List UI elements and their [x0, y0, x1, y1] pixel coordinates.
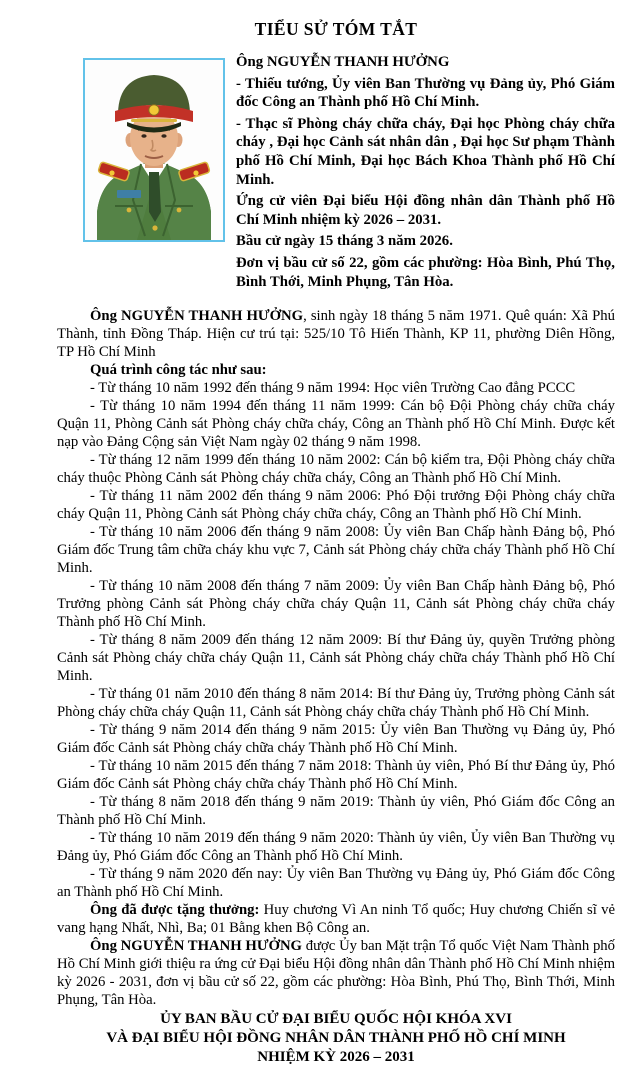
candidacy-statement: Ứng cử viên Đại biểu Hội đồng nhân dân Thành phố Hồ Chí Minh nhiệm kỳ 2026 – 2031.	[236, 193, 615, 228]
authority-line-3: NHIỆM KỲ 2026 – 2031	[257, 1049, 415, 1066]
awards-rest: Huy chương Vì An ninh Tổ quốc; Huy chương Chiến sĩ vẻ vang hạng Nhất, Nhì, Ba; 01 Bằng khen Bộ Công an.	[57, 902, 615, 937]
candidate-education: - Thạc sĩ Phòng cháy chữa cháy, Đại học Phòng cháy chữa cháy , Đại học Cảnh sát nhân dân , Đại học Sư phạm Thành phố Hồ Chí Minh, Đại học Bách Khoa Thành phố Hồ Chí Minh.	[236, 115, 615, 188]
career-entry: - Từ tháng 12 năm 1999 đến tháng 10 năm 2002: Cán bộ kiểm tra, Đội Phòng cháy chữa cháy thuộc Phòng Cảnh sát Phòng cháy chữa cháy, Công an Thành phố Hồ Chí Minh.	[57, 452, 615, 487]
career-entry: - Từ tháng 10 năm 2019 đến tháng 9 năm 2020: Thành ủy viên, Ủy viên Ban Thường vụ Đảng ủy, Phó Giám đốc Công an Thành phố Hồ Chí Minh.	[57, 830, 615, 865]
authority-line-2: VÀ ĐẠI BIỂU HỘI ĐỒNG NHÂN DÂN THÀNH PHỐ HỒ CHÍ MINH	[106, 1030, 566, 1047]
career-heading: Quá trình công tác như sau:	[90, 362, 267, 379]
authority-line-1: ỦY BAN BẦU CỬ ĐẠI BIỂU QUỐC HỘI KHÓA XVI	[160, 1011, 512, 1028]
career-entry: - Từ tháng 11 năm 2002 đến tháng 9 năm 2006: Phó Đội trưởng Đội Phòng cháy chữa cháy Quận 11, Phòng Cảnh sát Phòng cháy chữa cháy, Công an Thành phố Hồ Chí Minh.	[57, 488, 615, 523]
career-entry: - Từ tháng 10 năm 2006 đến tháng 9 năm 2008: Ủy viên Ban Chấp hành Đảng bộ, Phó Giám đốc Trung tâm chữa cháy khu vực 7, Cảnh sát Phòng cháy chữa cháy Thành phố Hồ Chí Minh.	[57, 524, 615, 577]
nomination-name-bold: Ông NGUYỄN THANH HƯỞNG	[90, 938, 302, 955]
header-summary	[236, 53, 615, 294]
career-entry: - Từ tháng 10 năm 1992 đến tháng 9 năm 1994: Học viên Trường Cao đẳng PCCC	[90, 380, 576, 397]
biography-body	[57, 307, 615, 1009]
issuing-authority	[57, 1010, 615, 1067]
nomination-paragraph	[57, 937, 615, 1009]
career-list	[57, 379, 615, 901]
nomination-rest: được Ủy ban Mặt trận Tổ quốc Việt Nam Thành phố Hồ Chí Minh giới thiệu ra ứng cử Đại biểu Hội đồng nhân dân Thành phố Hồ Chí Minh nhiệm kỳ 2026 - 2031, đơn vị bầu cử số 22, gồm các phường: Hòa Bình, Phú Thọ, Bình Thới, Minh Phụng, Tân Hòa.	[57, 938, 615, 1009]
candidate-rank: - Thiếu tướng, Ủy viên Ban Thường vụ Đảng ủy, Phó Giám đốc Công an Thành phố Hồ Chí Minh.	[236, 75, 615, 111]
election-unit: Đơn vị bầu cử số 22, gồm các phường: Hòa Bình, Phú Thọ, Bình Thới, Minh Phụng, Tân Hòa.	[236, 254, 615, 290]
career-entry: - Từ tháng 10 năm 2008 đến tháng 7 năm 2009: Ủy viên Ban Chấp hành Đảng bộ, Phó Trưởng phòng Cảnh sát Phòng cháy chữa cháy Quận 11, Cảnh sát Phòng cháy chữa cháy Thành phố Hồ Chí Minh.	[57, 578, 615, 631]
portrait-illustration	[85, 60, 223, 240]
career-entry: - Từ tháng 10 năm 2015 đến tháng 7 năm 2018: Thành ủy viên, Phó Bí thư Đảng ủy, Phó Giám đốc Cảnh sát Phòng cháy chữa cháy Thành phố Hồ Chí Minh.	[57, 758, 615, 793]
page-title: TIỂU SỬ TÓM TẮT	[254, 19, 418, 39]
intro-rest: , sinh ngày 18 tháng 5 năm 1971. Quê quán: Xã Phú Thành, tỉnh Đồng Tháp. Hiện cư trú tại: 525/10 Tô Hiến Thành, KP 11, phường Diên Hồng, TP Hồ Chí Minh	[57, 308, 615, 361]
intro-name-bold: Ông NGUYỄN THANH HƯỞNG	[90, 308, 304, 325]
career-entry: - Từ tháng 8 năm 2009 đến tháng 12 năm 2009: Bí thư Đảng ủy, quyền Trưởng phòng Cảnh sát Phòng cháy chữa cháy Quận 11, Cảnh sát Phòng cháy chữa cháy Thành phố Hồ Chí Minh.	[57, 632, 615, 685]
candidate-name: Ông NGUYỄN THANH HƯỞNG	[236, 54, 450, 70]
awards-paragraph	[57, 901, 615, 937]
election-date: Bầu cử ngày 15 tháng 3 năm 2026.	[236, 233, 453, 250]
intro-paragraph	[57, 307, 615, 361]
career-entry: - Từ tháng 9 năm 2020 đến nay: Ủy viên Ban Thường vụ Đảng ủy, Phó Giám đốc Công an Thành phố Hồ Chí Minh.	[57, 866, 615, 901]
awards-lead-bold: Ông đã được tặng thưởng:	[90, 902, 260, 919]
career-entry: - Từ tháng 8 năm 2018 đến tháng 9 năm 2019: Thành ủy viên, Phó Giám đốc Công an Thành phố Hồ Chí Minh.	[57, 794, 615, 829]
header-section	[57, 53, 615, 294]
career-entry: - Từ tháng 01 năm 2010 đến tháng 8 năm 2014: Bí thư Đảng ủy, Trưởng phòng Cảnh sát Phòng cháy chữa cháy Quận 11, Cảnh sát Phòng cháy chữa cháy Thành phố Hồ Chí Minh.	[57, 686, 615, 721]
career-entry: - Từ tháng 9 năm 2014 đến tháng 9 năm 2015: Ủy viên Ban Thường vụ Đảng ủy, Phó Giám đốc Cảnh sát Phòng cháy chữa cháy Thành phố Hồ Chí Minh.	[57, 722, 615, 757]
career-entry: - Từ tháng 10 năm 1994 đến tháng 11 năm 1999: Cán bộ Đội Phòng cháy chữa cháy Quận 11, Phòng Cảnh sát Phòng cháy chữa cháy, Công an Thành phố Hồ Chí Minh. Được kết nạp vào Đảng Cộng sản Việt Nam ngày 02 tháng 9 năm 1998.	[57, 398, 615, 451]
candidate-photo	[83, 58, 225, 242]
